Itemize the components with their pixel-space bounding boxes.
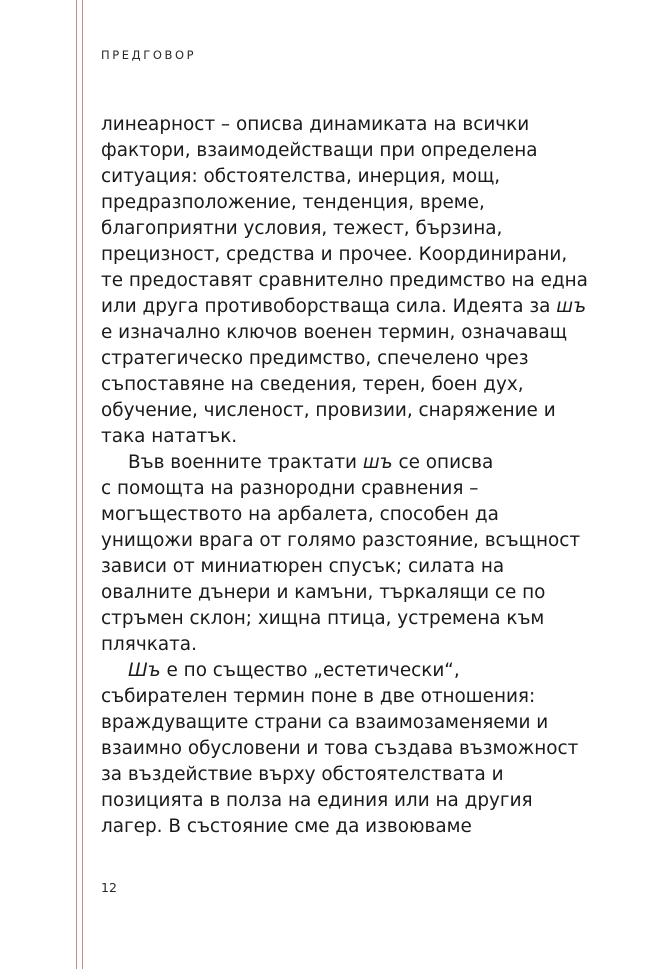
text-line: плячката.: [101, 634, 197, 655]
text-line: стратегическо предимство, спечелено чрез: [101, 348, 529, 369]
text-segment: или друга противоборстваща сила. Идеята за: [101, 296, 557, 317]
text-line: [101, 450, 571, 476]
text-line: взаимно обусловени и това създава възможност: [101, 738, 579, 759]
text-line: благоприятни условия, тежест, бързина,: [101, 218, 503, 239]
text-line: за въздействие върху обстоятелствата и: [101, 764, 504, 785]
text-line: враждуващите страни са взаимозаменяеми и: [101, 712, 549, 733]
text-line: предразположение, тенденция, време,: [101, 192, 485, 213]
page-number: 12: [101, 880, 117, 895]
text-line: стръмен склон; хищна птица, устремена към: [101, 608, 545, 629]
text-line: съпоставяне на сведения, терен, боен дух,: [101, 374, 524, 395]
text-line: [101, 658, 571, 684]
text-line: унищожи врага от голямо разстояние, всъщност: [101, 530, 581, 551]
running-head: ПРЕДГОВОР: [101, 48, 197, 62]
text-line: те предоставят сравнително предимство на една: [101, 270, 588, 291]
text-line: фактори, взаимодействащи при определена: [101, 140, 538, 161]
italic-term: шъ: [556, 296, 587, 317]
text-line: могъществото на арбалета, способен да: [101, 504, 499, 525]
margin-rule-outer: [82, 0, 83, 969]
text-line: така нататък.: [101, 426, 238, 447]
body-text: [101, 112, 588, 840]
text-line: линеарност – описва динамиката на всички: [101, 114, 530, 135]
text-line: прецизност, средства и прочее. Координирани,: [101, 244, 568, 265]
text-line: овалните дънери и камъни, търкалящи се по: [101, 582, 546, 603]
italic-term: Шъ: [128, 660, 161, 681]
text-line: е изначално ключов военен термин, означаващ: [101, 322, 568, 343]
text-line: лагер. В състояние сме да извоюваме: [101, 816, 472, 837]
text-line: с помощта на разнородни сравнения –: [101, 478, 479, 499]
text-segment: се описва: [392, 452, 494, 473]
italic-term: шъ: [362, 452, 393, 473]
text-line: позицията в полза на единия или на другия: [101, 790, 533, 811]
margin-rule-inner: [76, 0, 77, 969]
text-segment: Във военните трактати: [128, 452, 363, 473]
text-line: обучение, численост, провизии, снаряжение и: [101, 400, 556, 421]
text-line: събирателен термин поне в две отношения:: [101, 686, 536, 707]
text-line: зависи от миниатюрен спусък; силата на: [101, 556, 505, 577]
text-line: ситуация: обстоятелства, инерция, мощ,: [101, 166, 501, 187]
text-line: [101, 294, 587, 320]
text-segment: е по същество „естетически“,: [160, 660, 460, 681]
